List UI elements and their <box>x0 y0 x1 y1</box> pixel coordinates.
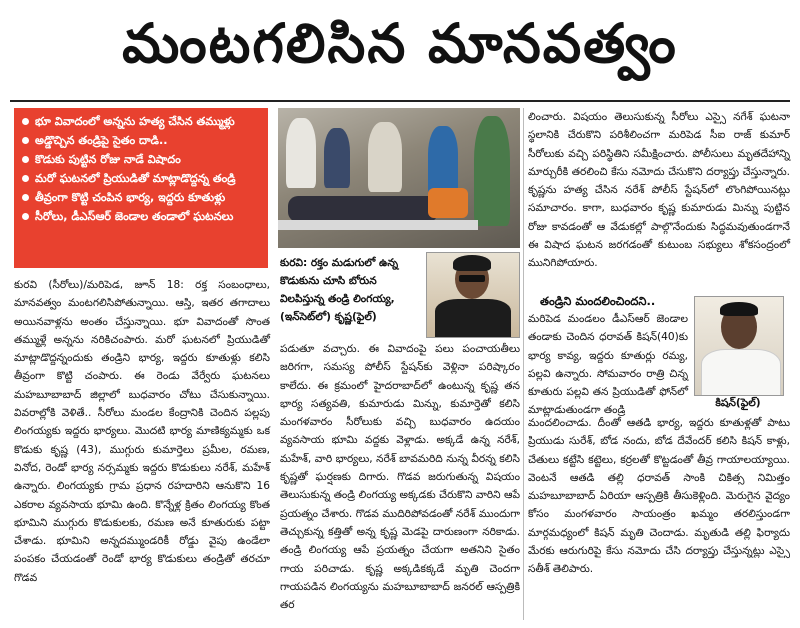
highlight-text: తీవ్రంగా కొట్టి చంపిన భార్య, ఇద్దరు కూతుళ్లు <box>35 191 226 204</box>
article-column-4 <box>528 310 688 420</box>
photo-figure <box>288 196 438 222</box>
photo-figure <box>324 128 350 188</box>
headline: మంటగలిసిన మానవత్వం <box>122 11 678 75</box>
photo-caption: కురవి: రక్తం మడుగులో ఉన్న కొడుకును చూసి బోరున విలపిస్తున్న తండ్రి లింగయ్య, (ఇన్‌సెట్‌లో) కృష్ణ(ఫైల్‌) <box>280 257 398 323</box>
highlight-text: భూ వివాదంలో అన్నను హత్య చేసిన తమ్ముళ్లు <box>35 115 235 128</box>
photo-figure <box>720 302 758 316</box>
article-paragraph: పడుతూ వచ్చారు. ఈ వివాదంపై పలు పంచాయతీలు జరిగగా, సమస్య పోలీస్‌ స్టేషన్‌కు వెళ్లినా పరిష్కారం కాలేదు. ఈ క్రమంలో హైదరాబాద్‌లో ఉంటున్న కృష్ణ తన భార్య సత్యవతి, కుమారుడు మిన్ను, కుమార్తెతో కలిసి మంగళవారం సీరోలుకు వచ్చి బుధవారం ఉదయం వ్యవసాయ భూమి వద్దకు వెళ్లాడు. అక్కడే ఉన్న నరేశ్‌, మహేశ్‌, వారి భార్యలు, నరేశ్‌ బావమరిది నున్న వీరన్న కలిసి కృష్ణతో ఘర్షణకు దిగారు. గొడవ జరుగుతున్న విషయం తెలుసుకున్న తండ్రి లింగయ్య అక్కడకు చేరుకొని వారిని ఆపే ప్రయత్నం చేశారు. గొడవ ముదిరిపోవడంతో నరేశ్‌ ముందుగా తెచ్చుకున్న కత్తితో అన్న కృష్ణ మెడపై దారుణంగా నరికాడు. తండ్రి లింగయ్య ఆపే ప్రయత్నం చేయగా అతనిని సైతం గాయ పరిచాడు. కృష్ణ అక్కడికక్కడే మృతి చెందగా గాయపడిన లింగయ్యను మహబూబాబాద్‌ జనరల్‌ ఆస్పత్రికి తర <box>280 343 520 612</box>
highlight-item <box>22 114 262 129</box>
photo-figure <box>459 275 485 282</box>
photo-figure <box>428 126 458 196</box>
photo-figure <box>701 349 781 396</box>
highlight-text: మరో ఘటనలో ప్రియుడితో మాట్లాడొద్దన్న తండ్రి <box>35 172 236 185</box>
bullet-icon <box>22 175 29 182</box>
article-column-1 <box>14 276 270 587</box>
photo-figure <box>368 122 402 192</box>
highlight-text: అడ్డొచ్చిన తండ్రిపై సైతం దాడి.. <box>35 134 168 147</box>
news-photo-hospital <box>278 108 520 248</box>
column-divider <box>523 108 524 620</box>
article-column-3 <box>528 108 790 273</box>
bullet-icon <box>22 213 29 220</box>
article-column-5 <box>528 414 790 579</box>
highlight-item <box>22 133 262 148</box>
article-paragraph: కురవి (సీరోలు)/మరిపెడ, జూన్‌ 18: రక్త సంబంధాలు, మానవత్వం మంటగలిసిపోతున్నాయి. ఆస్తి, ఇతర తగాదాలు అయినవాళ్లను అంతం చేస్తున్నాయి. భూ వివాదంతో సొంత తమ్ముళ్లే అన్నను నరికిచంపారు. మరో ఘటనలో ప్రియుడితో మాట్లాడొద్దన్నందుకు తండ్రిని భార్య, ఇద్దరు కూతుళ్లు కలిసి తీవ్రంగా కొట్టి చంపారు. ఈ రెండు వేర్వేరు ఘటనలు మహబూబాబాద్‌ జిల్లాలో బుధవారం చోటు చేసుకున్నాయి. వివరాల్లోకి వెళితే.. సీరోలు మండల కేంద్రానికి చెందిన పల్లపు లింగయ్యకు ఇద్దరు భార్యలు. మొదటి భార్య మాణిక్యమ్మకు ఒక కొడుకు కృష్ణ (43), ముగ్గురు కుమార్తెలు ప్రమీల, రమణ, వినోద, రెండో భార్య నర్సమ్మకు ఇద్దరు కొడుకులు నరేశ్‌, మహేశ్‌ ఉన్నారు. లింగయ్యకు గ్రామ ప్రధాన రహదారిని ఆనుకొని 16 ఎకరాల వ్యవసాయ భూమి ఉంది. కొన్నేళ్ల క్రితం లింగయ్య కొంత భూమిని ముగ్గురు కొడుకులకు, రమణ అనే కూతురుకు పట్టా చేశాడు. భూమిని అన్నదమ్ముండరికీ రోడ్డు వైపు ఉండేలా పంపకం చేయడంతో రెండో భార్య కొడుకులు తండ్రితో తరచూ గొడవ <box>14 279 270 584</box>
photo-figure <box>428 188 468 218</box>
photo-figure <box>453 255 491 271</box>
bullet-icon <box>22 156 29 163</box>
highlight-text: సీరోలు, డీఎస్‌ఆర్‌ జెండాల తండాలో ఘటనలు <box>35 210 234 223</box>
subhead-wrap <box>528 290 688 312</box>
photo-figure <box>286 118 316 188</box>
bullet-icon <box>22 118 29 125</box>
subheading: తండ్రిని మందలించిందని.. <box>540 294 656 308</box>
photo-figure <box>435 299 511 338</box>
highlight-item <box>22 152 262 167</box>
inset-photo-krishna <box>426 252 520 338</box>
article-paragraph: లించారు. విషయం తెలుసుకున్న సీరోలు ఎస్సై నగేశ్‌ ఘటనా స్థలానికి చేరుకొని పరిశీలించగా మరిపెడ సీఐ రాజ్‌ కుమార్‌ సీరోలుకు వచ్చి పరిస్థితిని సమీక్షించారు. పోలీసులు మృతదేహాన్ని మార్చురీకి తరలించి కేసు నమోదు చేసుకొని దర్యాప్తు చేస్తున్నారు. కృష్ణను హత్య చేసిన నరేశ్‌ పోలీస్‌ స్టేషన్‌లో లొంగిపోయినట్లు సమాచారం. కాగా, బుధవారం కృష్ణ కుమారుడు మిన్ను పుట్టిన రోజు కావడంతో ఆ వేడుకల్లో పాల్గొనేందుకు సిద్ధమవుతుండగానే ఈ విషాద ఘటన జరగడంతో కుటుంబ సభ్యులు శోకసంద్రంలో మునిగిపోయారు. <box>528 111 790 270</box>
highlight-item <box>22 171 262 186</box>
highlight-text: కొడుకు పుట్టిన రోజు నాడే విషాదం <box>35 153 181 166</box>
bullet-icon <box>22 137 29 144</box>
bullet-icon <box>22 194 29 201</box>
photo-kishan-caption: కిషన్‌(ఫైల్‌) <box>715 397 761 409</box>
photo-figure <box>278 220 478 230</box>
photo-figure <box>474 116 510 226</box>
highlight-item <box>22 209 262 224</box>
article-column-2 <box>280 340 520 614</box>
article-paragraph: మరిపెడ మండలం డీఎస్‌ఆర్‌ జెండాల తండాకు చెందిన ధరావత్‌ కిషన్‌(40)కు భార్య కావ్య, ఇద్దరు కూతుర్లు రమ్య, పల్లవి ఉన్నారు. సోమవారం రాత్రి చిన్న కూతురు పల్లవి తన ప్రియుడితో ఫోన్‌లో మాట్లాడుతుండగా తండ్రి <box>528 313 688 417</box>
headline-rule <box>10 100 790 102</box>
article-paragraph: మందలించాడు. దీంతో ఆతడి భార్య, ఇద్దరు కూతుళ్లతో పాటు ప్రియుడు సురేశ్‌, బోడ నందు, బోడ దేవేందర్‌ కలిసి కిషన్‌ కాళ్లు, చేతులు కట్టేసి కట్టెలు, కర్రలతో కొట్టడంతో తీవ్ర గాయాలయ్యాయి. వెంటనే ఆతడి తల్లి ధరావత్‌ సాంకి చికిత్స నిమిత్తం మహబూబాబాద్‌ ఏరియా ఆస్పత్రికి తీసుకెళ్లింది. మెరుగైన వైద్యం కోసం మంగళవారం సాయంత్రం ఖమ్మం తరలిస్తుండగా మార్గమధ్యంలో కిషన్‌ మృతి చెందాడు. మృతుడి తల్లి ఫిర్యాదు మేరకు ఆరుగురిపై కేసు నమోదు చేసి దర్యాప్తు చేస్తున్నట్లు ఎస్సై సతీశ్‌ తెలిపారు. <box>528 417 790 576</box>
photo-kishan <box>694 296 784 396</box>
highlight-item <box>22 190 262 205</box>
highlights-box <box>14 108 268 268</box>
